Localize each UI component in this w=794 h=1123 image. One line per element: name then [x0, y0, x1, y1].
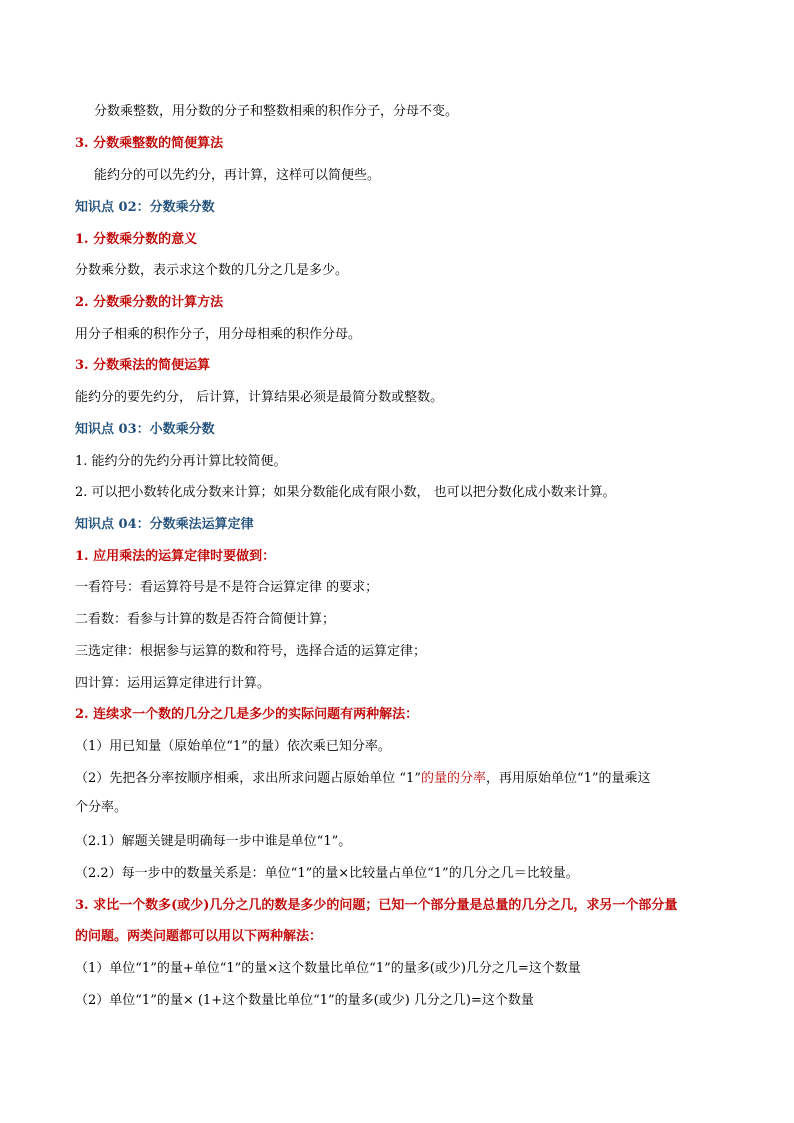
- text-line: 二看数：看参与计算的数是否符合简便计算；: [75, 612, 336, 627]
- knowledge-point-heading: 知识点 03：小数乘分数: [75, 422, 215, 437]
- text-line: 一看符号：看运算符号是不是符合运算定律 的要求；: [75, 580, 379, 595]
- section-heading-continued: 的问题。两类问题都可以用以下两种解法：: [75, 929, 323, 944]
- text-segment: （2）先把各分率按顺序相乘，求出所求问题占原始单位 “1”: [75, 771, 421, 786]
- section-heading: 3. 分数乘法的简便运算: [75, 358, 211, 373]
- text-line: 分数乘分数，表示求这个数的几分之几是多少。: [75, 263, 349, 278]
- text-line: 用分子相乘的积作分子，用分母相乘的积作分母。: [75, 327, 362, 342]
- text-line: 能约分的要先约分， 后计算，计算结果必须是最简分数或整数。: [75, 390, 444, 405]
- text-line: （2.1）解题关键是明确每一步中谁是单位“1”。: [75, 834, 352, 849]
- section-heading: 3. 求比一个数多(或少)几分之几的数是多少的问题；已知一个部分量是总量的几分之几，求另一个部分量: [75, 898, 678, 913]
- text-line: 1. 能约分的先约分再计算比较简便。: [75, 454, 287, 469]
- highlighted-text: 的量的分率: [420, 771, 486, 786]
- knowledge-point-heading: 知识点 02：分数乘分数: [75, 200, 215, 215]
- section-heading: 2. 连续求一个数的几分之几是多少的实际问题有两种解法：: [75, 707, 419, 722]
- text-line: 个分率。: [75, 800, 128, 815]
- text-line: 2. 可以把小数转化成分数来计算；如果分数能化成有限小数， 也可以把分数化成小数来计算。: [75, 485, 616, 500]
- text-line: 三选定律：根据参与运算的数和符号，选择合适的运算定律；: [75, 644, 427, 659]
- section-heading: 1. 应用乘法的运算定律时要做到：: [75, 549, 276, 564]
- section-heading: 3. 分数乘整数的简便算法: [75, 136, 224, 151]
- text-line: （2.2）每一步中的数量关系是：单位“1”的量×比较量占单位“1”的几分之几＝比较量。: [75, 866, 579, 881]
- text-line: 能约分的可以先约分，再计算，这样可以简便些。: [94, 168, 381, 183]
- text-line: 四计算：运用运算定律进行计算。: [75, 676, 271, 691]
- knowledge-point-heading: 知识点 04：分数乘法运算定律: [75, 517, 254, 532]
- text-line: （2）单位“1”的量× (1+这个数量比单位“1”的量多(或少) 几分之几)=这个数量: [75, 993, 534, 1008]
- section-heading: 1. 分数乘分数的意义: [75, 232, 198, 247]
- text-line: （1）用已知量（原始单位“1”的量）依次乘已知分率。: [75, 739, 391, 754]
- text-line: （1）单位“1”的量+单位“1”的量×这个数量比单位“1”的量多(或少)几分之几=这个数量: [75, 961, 581, 976]
- section-heading: 2. 分数乘分数的计算方法: [75, 295, 224, 310]
- text-segment: ，再用原始单位“1”的量乘这: [485, 771, 651, 786]
- text-line-mixed: [75, 771, 651, 787]
- text-line: 分数乘整数，用分数的分子和整数相乘的积作分子，分母不变。: [94, 104, 459, 119]
